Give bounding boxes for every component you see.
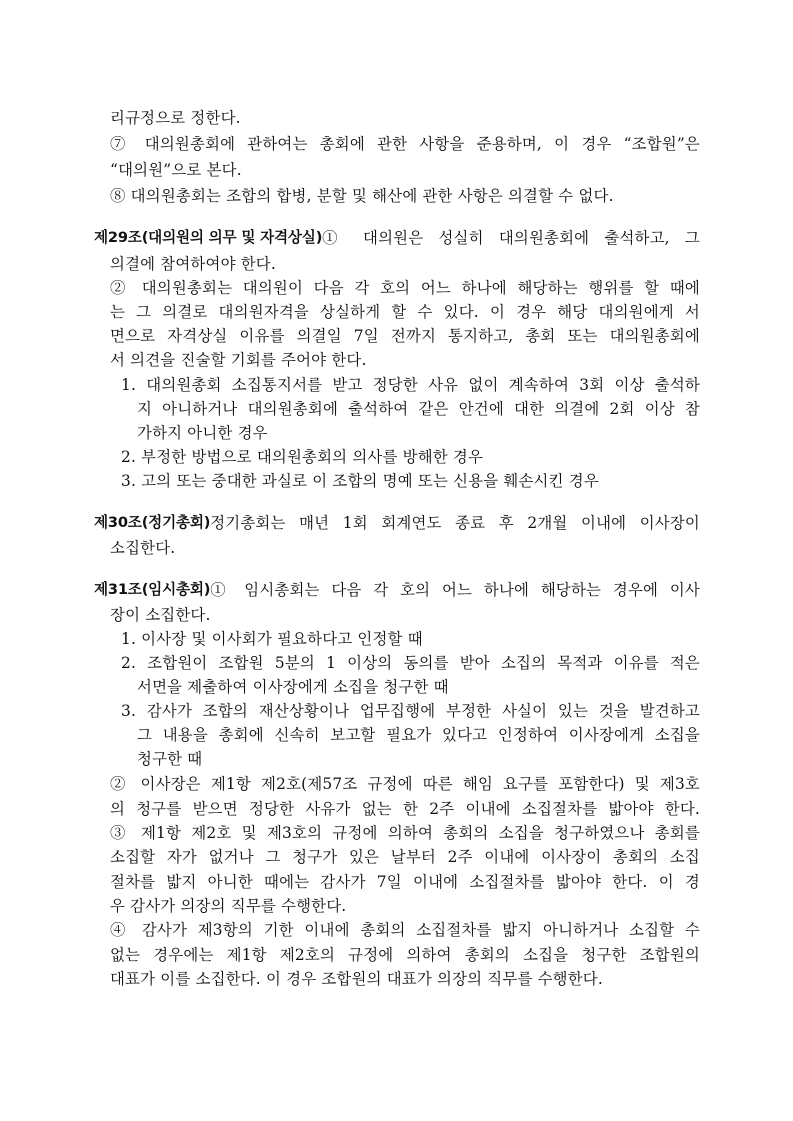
paragraph-text: 정기총회는 매년 1회 회계연도 종료 후 2개월 이내에 이사장이	[210, 514, 700, 532]
list-item: 2. 부정한 방법으로 대의원총회의 의사를 방해한 경우	[121, 448, 484, 466]
paragraph-line: 면으로 자격상실 이유를 의결일 7일 전까지 통지하고, 총회 또는 대의원총회에	[110, 327, 700, 345]
paragraph-line: 서 의견을 진술할 기회를 주어야 한다.	[110, 351, 367, 369]
paragraph-line: “대의원”으로 본다.	[110, 161, 242, 179]
article-31-first-line	[94, 578, 700, 602]
paragraph-line: ⑦ 대의원총회에 관하여는 총회에 관한 사항을 준용하며, 이 경우 “조합원”은	[110, 135, 700, 153]
article-29-first-line	[94, 226, 700, 250]
list-item: 1. 대의원총회 소집통지서를 받고 정당한 사유 없이 계속하여 3회 이상 출석하	[121, 376, 700, 394]
paragraph-line: 대표가 이를 소집한다. 이 경우 조합원의 대표가 의장의 직무를 수행한다.	[110, 970, 603, 988]
paragraph-line: 리규정으로 정한다.	[110, 109, 241, 127]
list-item-continuation: 서면을 제출하여 이사장에게 소집을 청구한 때	[137, 678, 449, 696]
paragraph-line: 소집할 자가 없거나 그 청구가 있은 날부터 2주 이내에 이사장이 총회의 소집	[110, 848, 700, 866]
article-heading: 제30조(정기총회)	[94, 514, 211, 531]
article-heading: 제29조(대의원의 의무 및 자격상실)	[94, 229, 323, 246]
list-item: 3. 고의 또는 중대한 과실로 이 조합의 명예 또는 신용을 훼손시킨 경우	[121, 472, 599, 490]
paragraph-line: 의결에 참여하여야 한다.	[110, 255, 276, 273]
paragraph-line: ④ 감사가 제3항의 기한 이내에 총회의 소집절차를 밟지 아니하거나 소집할 수	[110, 921, 700, 939]
list-item: 1. 이사장 및 이사회가 필요하다고 인정할 때	[121, 630, 423, 648]
paragraph-line: ⑧ 대의원총회는 조합의 합병, 분할 및 해산에 관한 사항은 의결할 수 없다.	[110, 187, 614, 205]
paragraph-text: ① 대의원은 성실히 대의원총회에 출석하고, 그	[322, 229, 700, 247]
list-item: 3. 감사가 조합의 재산상황이나 업무집행에 부정한 사실이 있는 것을 발견하고	[121, 702, 700, 720]
paragraph-line: 소집한다.	[110, 539, 176, 557]
list-item: 2. 조합원이 조합원 5분의 1 이상의 동의를 받아 소집의 목적과 이유를 적은	[121, 654, 700, 672]
article-heading: 제31조(임시총회)	[94, 581, 211, 598]
paragraph-line: ② 이사장은 제1항 제2호(제57조 규정에 따른 해임 요구를 포함한다) 및 제3호	[110, 775, 700, 793]
paragraph-line: 절차를 밟지 아니한 때에는 감사가 7일 이내에 소집절차를 밟아야 한다. 이 경	[110, 873, 700, 891]
list-item-continuation: 지 아니하거나 대의원총회에 출석하여 같은 안건에 대한 의결에 2회 이상 참	[137, 400, 700, 418]
paragraph-line: 없는 경우에는 제1항 제2호의 규정에 의하여 총회의 소집을 청구한 조합원의	[110, 946, 700, 964]
list-item-continuation: 청구한 때	[137, 750, 203, 768]
article-30-first-line	[94, 511, 700, 535]
paragraph-line: 우 감사가 의장의 직무를 수행한다.	[110, 897, 347, 915]
list-item-continuation: 그 내용을 총회에 신속히 보고할 필요가 있다고 인정하여 이사장에게 소집을	[137, 726, 700, 744]
paragraph-line: 의 청구를 받으면 정당한 사유가 없는 한 2주 이내에 소집절차를 밟아야 한다.	[110, 800, 700, 818]
paragraph-line: ② 대의원총회는 대의원이 다음 각 호의 어느 하나에 해당하는 행위를 할 때에	[110, 279, 700, 297]
paragraph-text: ① 임시총회는 다음 각 호의 어느 하나에 해당하는 경우에 이사	[210, 581, 700, 599]
paragraph-line: ③ 제1항 제2호 및 제3호의 규정에 의하여 총회의 소집을 청구하였으나 총회를	[110, 824, 700, 842]
list-item-continuation: 가하지 아니한 경우	[137, 424, 268, 442]
paragraph-line: 는 그 의결로 대의원자격을 상실하게 할 수 있다. 이 경우 해당 대의원에게 서	[110, 303, 700, 321]
paragraph-line: 장이 소집한다.	[110, 606, 211, 624]
